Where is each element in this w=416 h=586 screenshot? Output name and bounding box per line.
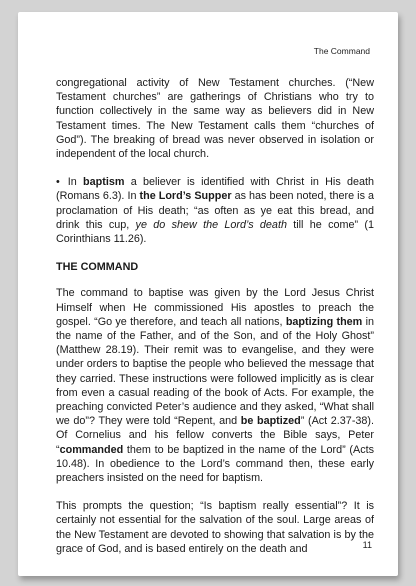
book-page [18,12,398,576]
paragraph-question: This prompts the question; “Is baptism really essential”? It is certainly not essential for the salvation of the soul. Large areas of the New Testament are devoted to showing that salvation is by the grace of God, and is based entirely on the death and [56,500,374,555]
section-heading: THE COMMAND [56,261,139,274]
command-text-1: The command to baptise was given by the Lord Jesus Christ Himself when He commissioned His apostles to preach the gospel. “Go ye therefore, and teach all nations, [56,287,374,328]
italic-quote: ye do shew the Lord’s death [135,218,287,231]
command-text-3: ” (Act 2.37-38). Of Cornelius and his fellow converts the Bible says, Peter “ [56,415,375,456]
page-number: 11 [362,540,372,550]
bold-be-baptized: be baptized [240,415,301,428]
command-text-4: them to be baptized in the name of the Lord” (Acts 10.48). In obedience to the Lord’s command then, these early preachers insisted on the need for baptism. [56,443,374,485]
bullet-text-3: as has been noted, there is a proclamation of His death; “as often as ye eat this bread, and drink this cup, [56,190,374,231]
bold-commanded: commanded [59,443,124,456]
running-head: The Command [313,46,370,56]
paragraph-churches: congregational activity of New Testament churches. (“New Testament churches” are gatherings of Christians who try to function collectively in the same way as believers did in New Testament times. The New Testament calls them “churches of God”). The breaking of bread was never observed in isolation or independent of the local church. [56,77,374,161]
bullet-paragraph [56,175,374,246]
page-body [56,76,374,570]
command-text-2: in the name of the Father, and of the Son, and of the Holy Ghost” (Matthew 28.19). Their remit was to evangelise, and they were under orders to baptise the people who believed the message that they carried. These instructions were followed implicitly as is clear from even a casual reading of the book of Acts. For example, the preaching convicted Peter’s audience and they asked, “What shall we do”? They were told “Repent, and [56,315,374,428]
bullet-text-1: In [67,176,84,189]
bold-baptism: baptism [83,176,125,189]
bold-baptizing-them: baptizing them [285,315,363,328]
bullet-symbol: • [56,176,60,189]
paragraph-command [56,286,374,485]
bullet-text-4: till he come” (1 Corinthians 11.26). [56,218,374,246]
bullet-text-2: a believer is identified with Christ in His death (Romans 6.3). In [56,176,374,203]
bold-lords-supper: the Lord’s Supper [139,190,232,203]
